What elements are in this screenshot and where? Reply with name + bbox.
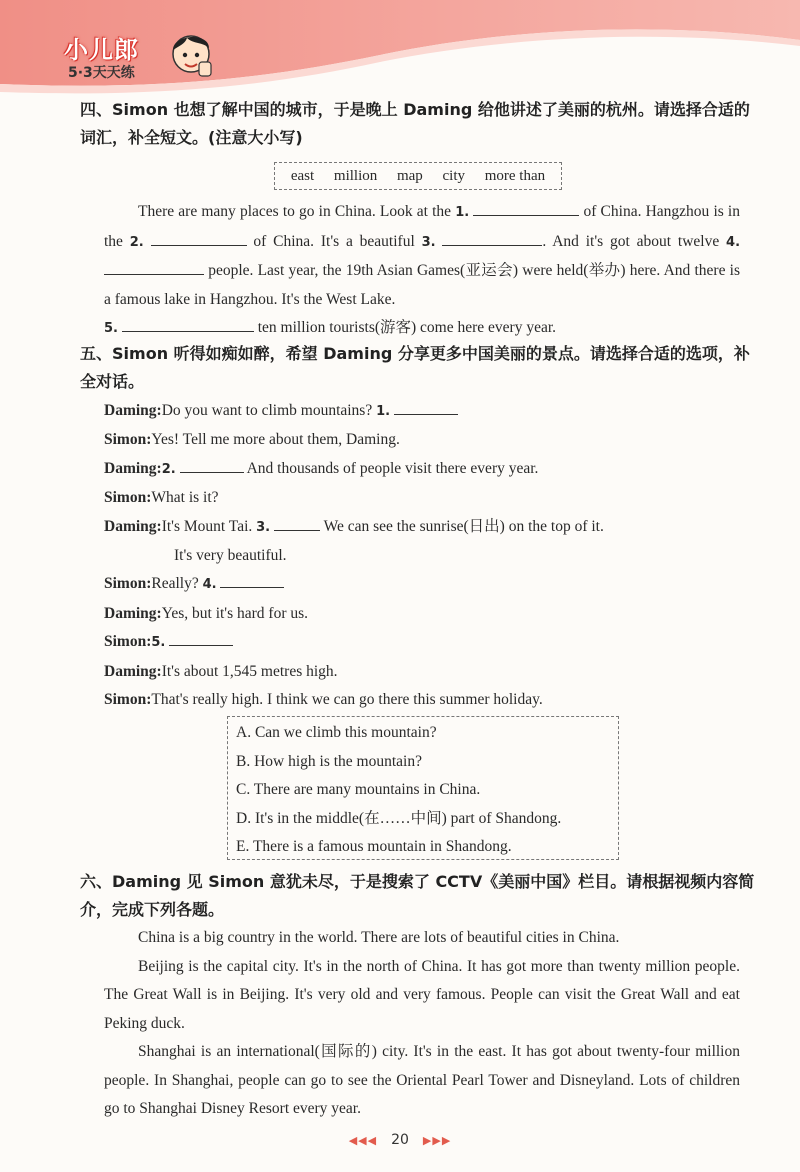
section-4-passage xyxy=(104,198,740,344)
line-text: It's very beautiful. xyxy=(174,547,287,565)
blank-number: 1. xyxy=(455,205,470,220)
dialogue-line xyxy=(104,542,744,570)
option-item: E. There is a famous mountain in Shandong. xyxy=(236,838,512,856)
blank-number: 2. xyxy=(129,234,144,250)
dialogue xyxy=(104,397,744,714)
section-5-number: 五、 xyxy=(80,344,113,363)
right-arrows-icon: ▶▶▶ xyxy=(422,1134,452,1147)
dialogue-blank-5[interactable] xyxy=(169,628,233,646)
line-text: It's Mount Tai. xyxy=(161,517,257,535)
line-text: And thousands of people visit there every year. xyxy=(243,459,539,477)
speaker: Daming: xyxy=(104,604,162,622)
line-text: Yes, but it's hard for us. xyxy=(161,604,309,622)
dialogue-line xyxy=(104,600,744,628)
dialogue-line xyxy=(104,570,744,599)
dialogue-line xyxy=(104,686,744,714)
dialogue-blank-1[interactable] xyxy=(394,397,458,415)
blank-number: 4. xyxy=(726,234,741,250)
blank-number: 5. xyxy=(104,321,118,336)
passage-paragraph: China is a big country in the world. There are lots of beautiful cities in China. xyxy=(138,929,620,946)
word-bank-item: more than xyxy=(484,167,546,184)
option-item: C. There are many mountains in China. xyxy=(236,781,481,799)
blank-number: 4. xyxy=(202,577,217,593)
speaker: Daming: xyxy=(104,517,162,535)
line-text: Do you want to climb mountains? xyxy=(161,402,377,419)
speaker: Daming: xyxy=(104,459,162,477)
answer-blank-1[interactable] xyxy=(473,198,579,216)
dialogue-line xyxy=(104,484,744,512)
section-5-instruction xyxy=(80,340,760,396)
passage-text: . And it's got about twelve xyxy=(542,232,727,250)
line-text: We can see the sunrise(日出) on the top of it. xyxy=(320,517,604,535)
options-box xyxy=(227,716,619,860)
dialogue-line xyxy=(104,628,744,657)
blank-number: 5. xyxy=(151,635,166,651)
word-bank-item: million xyxy=(333,167,378,184)
section-4-text: Simon 也想了解中国的城市，于是晚上 Daming 给他讲述了美丽的杭州。请选择合适的词汇，补全短文。(注意大小写) xyxy=(80,100,750,147)
dialogue-blank-4[interactable] xyxy=(220,570,284,588)
passage-text: There are many places to go in China. Look at the xyxy=(138,203,456,220)
line-text: What is it? xyxy=(151,489,219,507)
mascot-boy-icon xyxy=(163,24,219,80)
speaker: Simon: xyxy=(104,489,152,507)
blank-number: 3. xyxy=(256,519,271,535)
dialogue-line xyxy=(104,455,744,484)
logo-subtitle: 5·3天天练 xyxy=(68,65,135,81)
passage-text: ten million tourists(游客) come here every year. xyxy=(257,319,557,336)
word-bank-item: map xyxy=(396,167,423,184)
passage-text: people. Last year, the 19th Asian Games(亚运会) were held(举办) here. And there is a famous lake in Hangzhou. It's the West Lake. xyxy=(104,262,740,308)
section-5-text: Simon 听得如痴如醉，希望 Daming 分享更多中国美丽的景点。请选择合适的选项，补全对话。 xyxy=(80,344,750,391)
section-6-number: 六、 xyxy=(80,872,113,891)
blank-number: 3. xyxy=(421,234,436,250)
logo-title: 小儿郎 xyxy=(64,36,139,64)
passage-paragraph: Beijing is the capital city. It's in the north of China. It has got more than twenty million people. The Great Wall is in Beijing. It's very old and very famous. People can visit the Great Wall and eat Peking duck. xyxy=(104,957,740,1032)
section-6-instruction xyxy=(80,868,760,924)
dialogue-blank-2[interactable] xyxy=(180,455,244,473)
word-bank xyxy=(274,162,562,190)
passage-paragraph: Shanghai is an international(国际的) city. It's in the east. It has got about twenty-four million people. In Shanghai, people can go to see the Oriental Pearl Tower and Disneyland. Lots of children go to Shanghai Disney Resort every year. xyxy=(104,1043,740,1117)
passage-text: of China. It's a beautiful xyxy=(246,232,422,250)
left-arrows-icon: ◀◀◀ xyxy=(348,1134,378,1147)
answer-blank-3[interactable] xyxy=(442,228,542,246)
section-4-number: 四、 xyxy=(80,100,113,119)
line-text: Really? xyxy=(151,575,203,593)
blank-number: 2. xyxy=(161,461,176,477)
line-text: It's about 1,545 metres high. xyxy=(161,662,338,680)
dialogue-line xyxy=(104,426,744,454)
dialogue-blank-3[interactable] xyxy=(274,513,320,531)
line-text: That's really high. I think we can go there this summer holiday. xyxy=(151,691,543,709)
line-text: Yes! Tell me more about them, Daming. xyxy=(151,431,400,449)
passage-text: of China. Hangzhou is in the xyxy=(104,203,740,250)
word-bank-item: city xyxy=(442,167,466,184)
section-6-text: Daming 见 Simon 意犹未尽，于是搜索了 CCTV《美丽中国》栏目。请根据视频内容简介，完成下列各题。 xyxy=(80,872,755,919)
speaker: Daming: xyxy=(104,662,162,680)
speaker: Daming: xyxy=(104,402,162,419)
page-footer xyxy=(0,1132,800,1148)
brand-logo xyxy=(60,30,220,90)
section-6-passage xyxy=(104,924,740,1124)
dialogue-line xyxy=(104,397,744,426)
dialogue-line xyxy=(104,658,744,686)
speaker: Simon: xyxy=(104,431,152,449)
dialogue-line xyxy=(104,513,744,542)
answer-blank-4[interactable] xyxy=(104,257,204,275)
option-item: D. It's in the middle(在……中间) part of Shandong. xyxy=(236,809,562,827)
speaker: Simon: xyxy=(104,575,152,593)
answer-blank-2[interactable] xyxy=(151,228,247,246)
speaker: Simon: xyxy=(104,633,152,651)
page-number: 20 xyxy=(391,1132,409,1148)
blank-number: 1. xyxy=(376,404,391,419)
speaker: Simon: xyxy=(104,691,152,709)
option-item: B. How high is the mountain? xyxy=(236,752,422,770)
word-bank-item: east xyxy=(290,167,315,184)
section-4-instruction xyxy=(80,96,760,152)
answer-blank-5[interactable] xyxy=(122,314,254,332)
option-item: A. Can we climb this mountain? xyxy=(236,724,437,741)
